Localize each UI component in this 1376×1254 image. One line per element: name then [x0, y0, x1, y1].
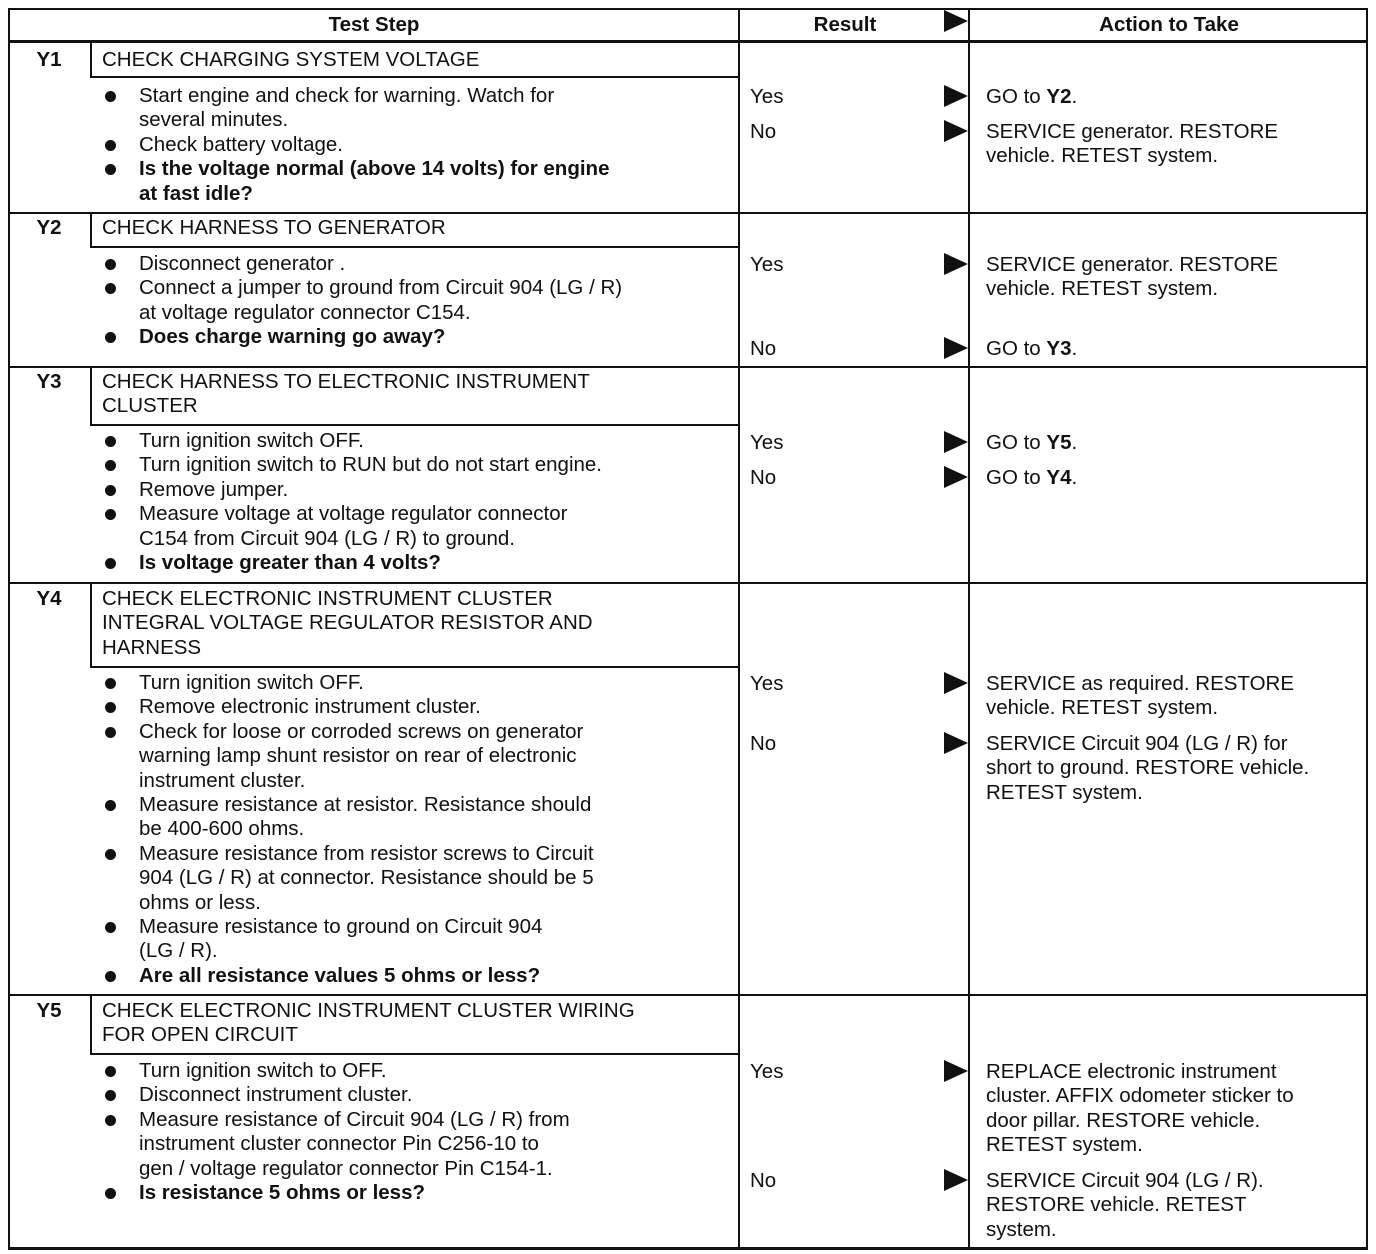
action-column-rule [968, 8, 970, 1250]
result-label: Yes [750, 672, 784, 695]
bullet-text: at fast idle? [139, 181, 253, 205]
top-border [8, 8, 1368, 10]
header-test-step: Test Step [328, 13, 420, 36]
action-segment: GO to [986, 337, 1047, 360]
result-label: Yes [750, 253, 784, 276]
step-separator [8, 994, 1368, 996]
step-title: FOR OPEN CIRCUIT [102, 1023, 298, 1047]
action-text [986, 277, 1218, 301]
bullet-text: Remove jumper. [139, 477, 289, 501]
step-id: Y4 [36, 587, 62, 610]
id-divider [90, 994, 92, 1053]
step-title: CHECK ELECTRONIC INSTRUMENT CLUSTER [102, 587, 553, 610]
result-label: Yes [750, 1060, 784, 1083]
action-segment: . [1071, 85, 1078, 108]
bullet-text: Turn ignition switch OFF. [139, 429, 364, 452]
header-action: Action to Take [1099, 13, 1239, 36]
arrow-icon [944, 253, 968, 275]
action-segment: vehicle. RETEST system. [986, 277, 1219, 301]
step-separator [8, 366, 1368, 368]
bullet-text: gen / voltage regulator connector Pin C154-1. [139, 1156, 553, 1180]
action-text [986, 337, 1077, 361]
action-segment: SERVICE generator. RESTORE [986, 120, 1279, 143]
action-text [986, 1169, 1264, 1193]
step-separator [8, 212, 1368, 214]
action-text [986, 1109, 1260, 1133]
action-segment: SERVICE generator. RESTORE [986, 253, 1279, 276]
bullet-text: Measure resistance of Circuit 904 (LG / R) from [139, 1107, 570, 1131]
action-segment: SERVICE Circuit 904 (LG / R) for [986, 732, 1288, 755]
arrow-icon [944, 1060, 968, 1082]
title-underline [90, 1053, 738, 1055]
action-segment: GO to [986, 85, 1047, 108]
action-segment: REPLACE electronic instrument [986, 1060, 1277, 1083]
action-text [986, 85, 1077, 109]
result-label: No [750, 337, 777, 360]
bullet-icon [105, 283, 116, 294]
bullet-icon [105, 460, 116, 471]
action-text [986, 1218, 1057, 1242]
bullet-text: Disconnect generator . [139, 252, 346, 275]
bullet-text: instrument cluster. [139, 768, 306, 792]
action-segment: SERVICE Circuit 904 (LG / R). [986, 1169, 1264, 1192]
bullet-text: Remove electronic instrument cluster. [139, 695, 481, 719]
bullet-text: Measure resistance to ground on Circuit 904 [139, 915, 543, 938]
bullet-text: several minutes. [139, 108, 289, 132]
right-border [1366, 8, 1368, 1250]
action-text [986, 253, 1278, 277]
bullet-icon [105, 509, 116, 520]
step-id: Y5 [36, 999, 62, 1022]
result-label: Yes [750, 85, 784, 108]
arrow-icon [944, 466, 968, 488]
step-reference: Y4 [1046, 466, 1072, 489]
action-text [986, 1084, 1294, 1108]
bullet-icon [105, 922, 116, 933]
arrow-icon [944, 672, 968, 694]
result-label: No [750, 732, 777, 755]
bullet-icon [105, 164, 116, 175]
bullet-icon [105, 91, 116, 102]
action-segment: GO to [986, 431, 1047, 454]
id-divider [90, 42, 92, 76]
bullet-text: be 400-600 ohms. [139, 817, 305, 841]
bullet-text: Measure resistance from resistor screws to Circuit [139, 841, 594, 865]
bullet-text: (LG / R). [139, 939, 218, 963]
step-title: HARNESS [102, 635, 202, 659]
bullet-icon [105, 259, 116, 270]
bullet-icon [105, 1115, 116, 1126]
action-text [986, 120, 1278, 144]
step-title: INTEGRAL VOLTAGE REGULATOR RESISTOR AND [102, 611, 593, 635]
action-segment: short to ground. RESTORE vehicle. [986, 756, 1310, 780]
action-segment: RETEST system. [986, 780, 1143, 804]
bullet-icon [105, 436, 116, 447]
bottom-border [8, 1247, 1368, 1250]
action-segment: cluster. AFFIX odometer sticker to [986, 1084, 1294, 1108]
arrow-icon [944, 337, 968, 359]
step-id: Y3 [36, 370, 62, 393]
action-text [986, 144, 1218, 168]
arrow-icon [944, 120, 968, 142]
result-column-rule [738, 8, 740, 1250]
action-text [986, 466, 1077, 490]
id-divider [90, 582, 92, 666]
arrow-icon [944, 85, 968, 107]
bullet-text: Measure voltage at voltage regulator connector [139, 502, 568, 526]
title-underline [90, 246, 738, 248]
step-reference: Y3 [1046, 337, 1072, 360]
header-bottom-rule [8, 40, 1368, 43]
bullet-text: Start engine and check for warning. Watch for [139, 84, 555, 107]
result-label: Yes [750, 431, 784, 454]
action-segment: system. [986, 1217, 1057, 1241]
id-divider [90, 366, 92, 424]
step-title: CHECK ELECTRONIC INSTRUMENT CLUSTER WIRING [102, 999, 635, 1022]
bullet-icon [105, 800, 116, 811]
action-text [986, 431, 1077, 455]
step-title: CLUSTER [102, 394, 198, 418]
bullet-text: Is voltage greater than 4 volts? [139, 551, 441, 574]
bullet-icon [105, 1090, 116, 1101]
arrow-icon [944, 1169, 968, 1191]
result-label: No [750, 466, 777, 489]
bullet-icon [105, 678, 116, 689]
bullet-text: Does charge warning go away? [139, 325, 446, 349]
bullet-icon [105, 140, 116, 151]
action-segment: vehicle. RETEST system. [986, 144, 1219, 168]
bullet-icon [105, 727, 116, 738]
bullet-text: Is resistance 5 ohms or less? [139, 1181, 425, 1204]
step-title: CHECK CHARGING SYSTEM VOLTAGE [102, 48, 480, 71]
id-divider [90, 212, 92, 246]
bullet-icon [105, 558, 116, 569]
bullet-text: Measure resistance at resistor. Resistance should [139, 793, 592, 816]
bullet-text: warning lamp shunt resistor on rear of electronic [139, 744, 577, 768]
arrow-icon [944, 431, 968, 453]
title-underline [90, 424, 738, 426]
bullet-text: C154 from Circuit 904 (LG / R) to ground. [139, 526, 515, 550]
action-text [986, 672, 1294, 696]
action-segment: door pillar. RESTORE vehicle. [986, 1108, 1261, 1132]
action-segment: RETEST system. [986, 1133, 1143, 1157]
action-segment: . [1071, 466, 1078, 489]
bullet-icon [105, 849, 116, 860]
title-underline [90, 666, 738, 668]
action-segment: GO to [986, 466, 1047, 489]
step-id: Y1 [36, 48, 62, 71]
bullet-icon [105, 332, 116, 343]
action-text [986, 1193, 1247, 1217]
action-text [986, 781, 1143, 805]
result-label: No [750, 1169, 777, 1192]
bullet-text: ohms or less. [139, 890, 261, 914]
bullet-icon [105, 702, 116, 713]
header-arrow-icon [944, 10, 968, 32]
action-text [986, 696, 1218, 720]
left-border [8, 8, 10, 1250]
bullet-icon [105, 1188, 116, 1199]
bullet-text: Turn ignition switch to RUN but do not start engine. [139, 453, 603, 477]
action-segment: . [1071, 431, 1078, 454]
bullet-icon [105, 485, 116, 496]
step-separator [8, 582, 1368, 584]
bullet-text: Connect a jumper to ground from Circuit 904 (LG / R) [139, 276, 623, 300]
title-underline [90, 76, 738, 78]
arrow-icon [944, 732, 968, 754]
action-segment: RESTORE vehicle. RETEST [986, 1193, 1247, 1217]
step-title: CHECK HARNESS TO ELECTRONIC INSTRUMENT [102, 370, 590, 393]
step-title: CHECK HARNESS TO GENERATOR [102, 216, 446, 239]
action-text [986, 756, 1309, 780]
result-label: No [750, 120, 777, 143]
step-reference: Y2 [1046, 85, 1072, 108]
action-segment: vehicle. RETEST system. [986, 696, 1219, 720]
bullet-text: 904 (LG / R) at connector. Resistance should be 5 [139, 866, 594, 890]
action-text [986, 1060, 1277, 1084]
bullet-text: Disconnect instrument cluster. [139, 1083, 413, 1107]
header-result: Result [813, 13, 877, 36]
bullet-text: Is the voltage normal (above 14 volts) for engine [139, 157, 610, 181]
bullet-icon [105, 1066, 116, 1077]
bullet-icon [105, 971, 116, 982]
bullet-text: Turn ignition switch to OFF. [139, 1059, 387, 1082]
action-text [986, 1133, 1143, 1157]
step-id: Y2 [36, 216, 62, 239]
action-segment: . [1071, 337, 1078, 360]
step-reference: Y5 [1046, 431, 1072, 454]
bullet-text: Are all resistance values 5 ohms or less? [139, 963, 541, 987]
bullet-text: Turn ignition switch OFF. [139, 671, 364, 694]
action-text [986, 732, 1288, 756]
bullet-text: instrument cluster connector Pin C256-10 to [139, 1132, 539, 1156]
bullet-text: at voltage regulator connector C154. [139, 300, 471, 324]
bullet-text: Check battery voltage. [139, 132, 343, 156]
action-segment: SERVICE as required. RESTORE [986, 672, 1295, 695]
bullet-text: Check for loose or corroded screws on generator [139, 719, 584, 743]
